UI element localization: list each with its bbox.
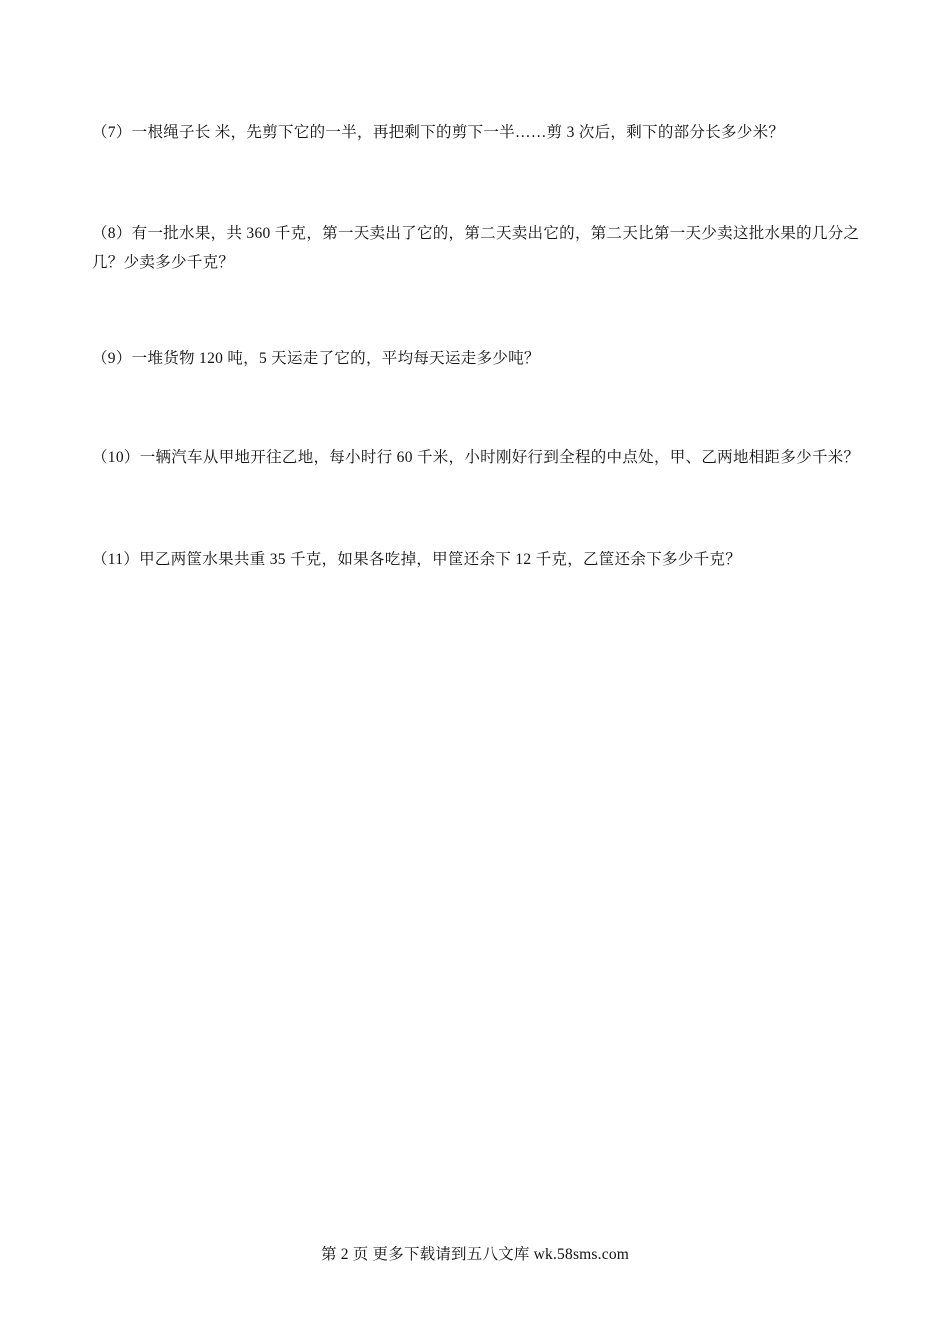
question-11: （11）甲乙两筐水果共重 35 千克，如果各吃掉，甲筐还余下 12 千克，乙筐还余下多少千克？ <box>92 551 742 568</box>
question-7: （7）一根绳子长 米，先剪下它的一半，再把剩下的剪下一半……剪 3 次后，剩下的部分长多少米？ <box>92 124 785 141</box>
question-8: （8）有一批水果，共 360 千克，第一天卖出了它的，第二天卖出它的，第二天比第一天少卖这批水果的几分之几？少卖多少千克？ <box>92 225 860 271</box>
page-footer: 第 2 页 更多下载请到五八文库 wk.58sms.com <box>320 1246 630 1263</box>
question-9: （9）一堆货物 120 吨，5 天运走了它的，平均每天运走多少吨？ <box>92 350 540 367</box>
question-10: （10）一辆汽车从甲地开往乙地，每小时行 60 千米，小时刚好行到全程的中点处，甲、乙两地相距多少千米？ <box>92 449 860 466</box>
